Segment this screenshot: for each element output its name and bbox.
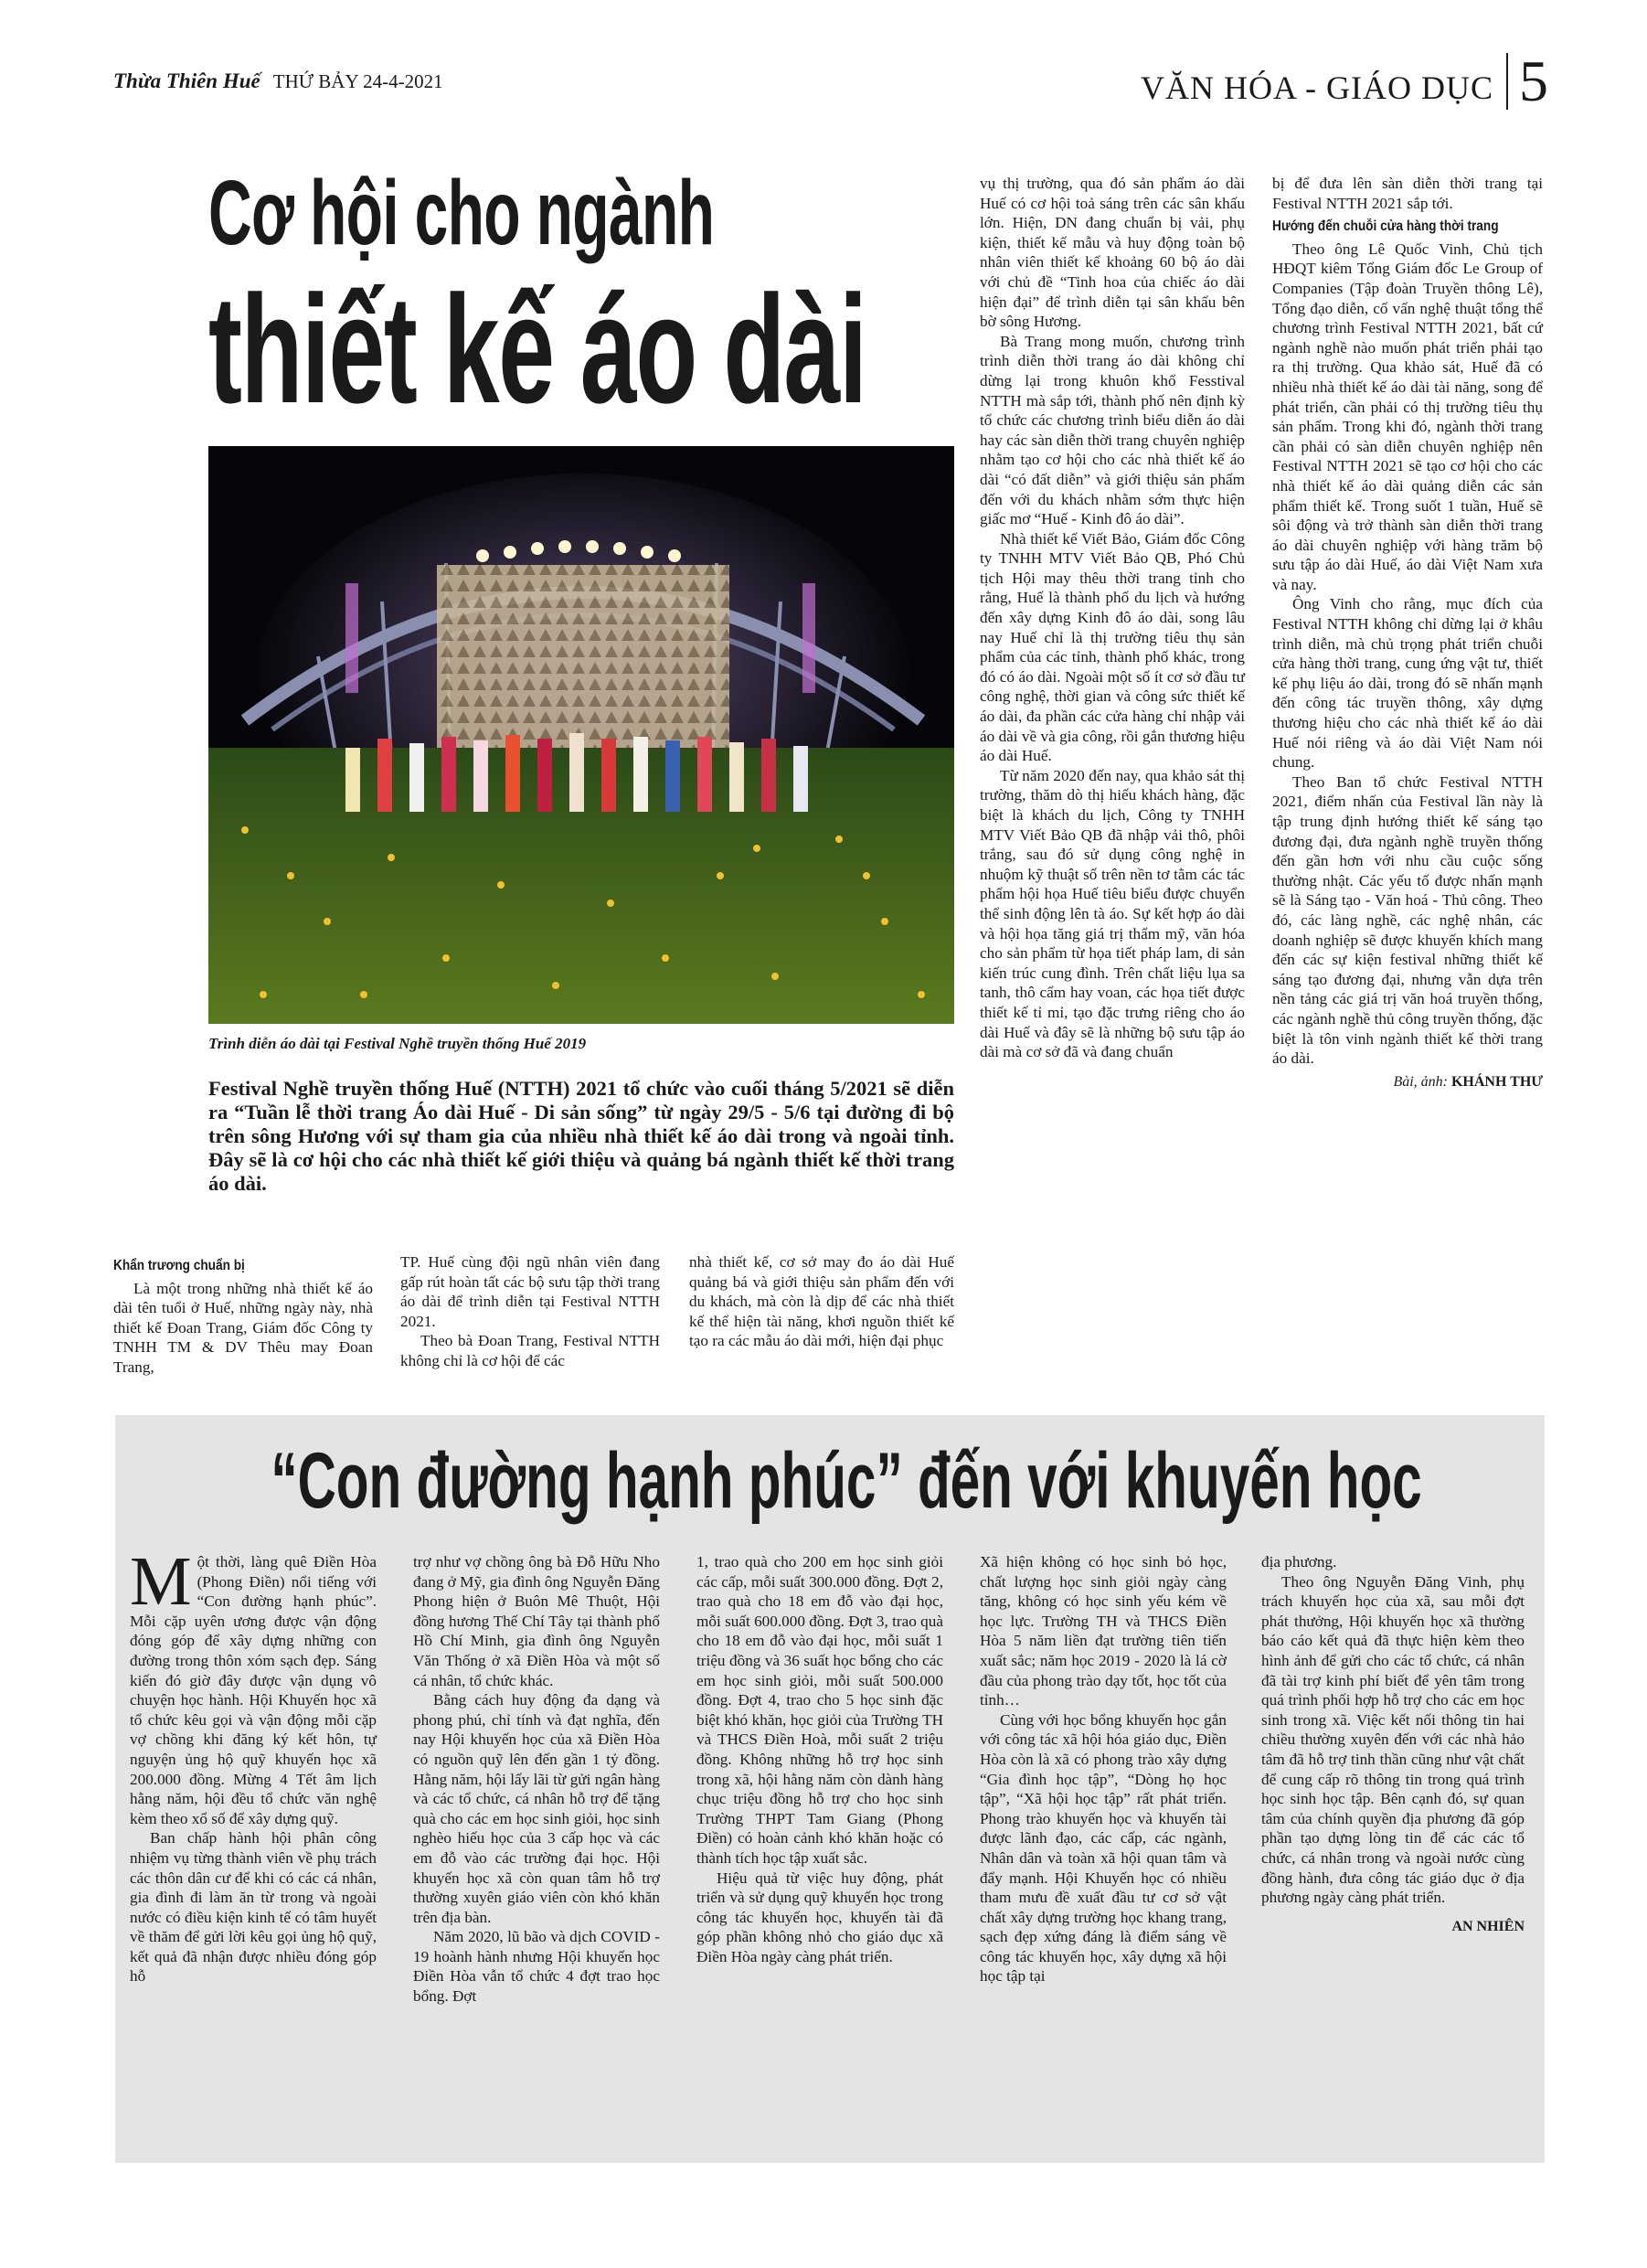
article2-paragraph: Ban chấp hành hội phân công nhiệm vụ từng thành viên về phụ trách các thôn dân cư để khi có các cá nhân, gia đình đi làm ăn từ trong và ngoài nước có điều kiện kinh tế có tâm huyết về thăm để gửi lời kêu gọi ủng hộ quỹ, kết quả đã nhận được nhiều đóng góp hỗ	[130, 1829, 377, 1986]
article2-column-5	[1261, 1552, 1525, 1936]
article2-column-2	[413, 1552, 660, 2007]
fashion-show-photo	[208, 446, 954, 1024]
article1-paragraph: TP. Huế cùng đội ngũ nhân viên đang gấp rút hoàn tất các bộ sưu tập thời trang áo dài để trình diễn tại Festival NTTH 2021.	[400, 1253, 660, 1330]
article1-paragraph: Nhà thiết kế Viết Bảo, Giám đốc Công ty TNHH MTV Viết Bảo QB, Phó Chủ tịch Hội may thêu thời trang tỉnh cho rằng, Huế là thành phố du lịch và hướng đến xây dựng Kinh đô áo dài, song lâu nay Huế chỉ là thị trường tiêu thụ sản phẩm của các tỉnh, thành phố khác, trong đó có áo dài. Ngoài một số ít cơ sở đầu tư công nghệ, thời gian và công sức thiết kế áo dài, đa phần các cửa hàng chỉ nhập vải áo dài về và gia công, rồi gắn thương hiệu áo dài Huế.	[980, 529, 1245, 765]
byline-label: Bài, ảnh:	[1393, 1073, 1448, 1090]
header-divider	[1506, 53, 1508, 110]
article2-column-3	[696, 1552, 943, 1966]
article2-title: “Con đường hạnh phúc” đến với khuyến học	[271, 1437, 1422, 1525]
article2-paragraph: Năm 2020, lũ bão và dịch COVID - 19 hoành hành nhưng Hội khuyến học Điền Hòa vẫn tổ chức 4 đợt trao học bổng. Đợt	[413, 1928, 660, 2006]
article1-paragraph: Theo Ban tổ chức Festival NTTH 2021, điểm nhấn của Festival lần này là tập trung định hướng thiết kế sáng tạo đương đại, đưa ngành nghề truyền thống đến gần hơn với nhu cầu cuộc sống thường nhật. Các yếu tố được nhấn mạnh sẽ là Sáng tạo - Văn hoá - Thủ công. Theo đó, các làng nghề, các nghệ nhân, các doanh nghiệp sẽ được khuyến khích mang đến các sự kiện festival những thiết kế sáng tạo đương đại, nhưng vẫn dựa trên nền tảng các giá trị văn hoá truyền thống, các ngành nghề thủ công truyền thống, đặc biệt là tôn vinh ngành thiết kế thời trang áo dài.	[1272, 772, 1543, 1068]
article1-subhead-1: Khẩn trương chuẩn bị	[113, 1258, 245, 1273]
article1-title-line2: thiết kế áo dài	[208, 263, 866, 435]
article1-paragraph: Là một trong những nhà thiết kế áo dài tên tuổi ở Huế, những ngày này, nhà thiết kế Đoan Trang, Giám đốc Công ty TNHH TM & DV Thêu may Đoan Trang,	[113, 1279, 373, 1376]
article2-column-4	[980, 1552, 1227, 1986]
page-header-left	[113, 69, 443, 93]
article1-paragraph: bị để đưa lên sàn diễn thời trang tại Festival NTTH 2021 sắp tới.	[1272, 175, 1543, 212]
article1-paragraph: Bà Trang mong muốn, chương trình trình diễn thời trang áo dài không chỉ dừng lại trong khuôn khổ Fesstival NTTH mà sắp tới, thành phố nên định kỳ tổ chức các chương trình biểu diễn áo dài hay các sàn diễn thời trang chuyên nghiệp nhằm tạo cơ hội cho các nhà thiết kế áo dài “có đất diễn” và giới thiệu sản phẩm đến với du khách nhằm sớm thực hiện giấc mơ “Huế - Kinh đô áo dài”.	[980, 332, 1245, 528]
article1-column-5	[1272, 174, 1543, 1091]
photo-illustration	[208, 446, 954, 1024]
article1-paragraph: Theo bà Đoan Trang, Festival NTTH không chỉ là cơ hội để các	[400, 1332, 660, 1369]
photo-caption: Trình diễn áo dài tại Festival Nghề truyền thống Huế 2019	[208, 1035, 587, 1052]
article2-paragraph: 1, trao quà cho 200 em học sinh giỏi các cấp, mỗi suất 300.000 đồng. Đợt 2, trao quà cho 18 em đỗ vào đại học, mỗi suất 600.000 đồng. Đợt 3, trao quà cho 18 em đỗ vào đại học, mỗi suất 1 triệu đồng và 36 suất học bổng cho các em học sinh giỏi, mỗi suất 500.000 đồng. Đợt 4, trao cho 5 học sinh đặc biệt khó khăn, học giỏi của Trường TH và THCS Điền Hoà, mỗi suất 2 triệu đồng. Không những hỗ trợ học sinh trong xã, hội hằng năm còn dành hàng chục triệu đồng hỗ trợ cho học sinh Trường THPT Tam Giang (Phong Điền) có hoàn cảnh khó khăn hoặc có thành tích học tập xuất sắc.	[696, 1553, 943, 1867]
article2-paragraph: địa phương.	[1261, 1553, 1337, 1571]
article1-paragraph: Từ năm 2020 đến nay, qua khảo sát thị trường, thăm dò thị hiếu khách hàng, đặc biệt là khách du lịch, Công ty TNHH MTV Viết Bảo QB đã nhập vải thô, phôi trắng, sau đó sử dụng công nghệ in nhuộm kỹ thuật số trên nền tơ tằm các tác phẩm hội họa Huế tiêu biểu được chuyển thể sinh động lên tà áo. Sự kết hợp áo dài và hội họa tăng giá trị thẩm mỹ, văn hóa cho sản phẩm từ họa tiết pháp lam, di sản kiến trúc cung đình. Trên chất liệu lụa sa tanh, thô cẩm hay voan, các họa tiết được thiết kế tỉ mỉ, tạo đặc trưng riêng cho áo dài Huế và đây sẽ là những bộ sưu tập áo dài mà cơ sở đã và đang chuẩn	[980, 766, 1245, 1061]
article2-paragraph: Cùng với học bổng khuyến học gắn với công tác xã hội hóa giáo dục, Điền Hòa còn là xã có phong trào xây dựng “Gia đình học tập”, “Dòng họ học tập”, “Xã hội học tập” rất phát triển. Phong trào khuyến học và khuyến tài được lãnh đạo, các cấp, các ngành, Nhân dân và toàn xã hội quan tâm và đẩy mạnh. Hội Khuyến học có nhiều tham mưu đề xuất đầu tư cơ sở vật chất xây dựng trường học khang trang, sạch đẹp xứng đáng là điểm sáng về công tác khuyến học, xây dựng xã hội học tập tại	[980, 1710, 1227, 1986]
byline-author: KHÁNH THƯ	[1450, 1073, 1543, 1090]
article2-paragraph: Xã hiện không có học sinh bỏ học, chất lượng học sinh giỏi ngày càng tăng, không có học sinh yếu kém về học lực. Trường TH và THCS Điền Hòa 5 năm liền đạt trường tiên tiến xuất sắc; năm học 2019 - 2020 là lá cờ đầu của phong trào dạy tốt, học tốt của tỉnh…	[980, 1553, 1227, 1709]
article2-column-1	[130, 1543, 377, 1986]
article1-column-3	[689, 1252, 954, 1351]
drop-cap: M	[130, 1543, 192, 1620]
article2-paragraph: Bằng cách huy động đa dạng và phong phú, chỉ tính và đạt nghĩa, đến nay Hội khuyến học của xã Điền Hòa có nguồn quỹ lên đến gần 1 tỷ đồng. Hằng năm, hội lấy lãi từ gửi ngân hàng và các tổ chức, cá nhân hỗ trợ để tặng quà cho các em học sinh giỏi, học sinh nghèo hiếu học của 3 cấp học và các em đỗ vào các trường đại học. Hội khuyến học xã còn quan tâm hỗ trợ thường xuyên giáo viên còn khó khăn trên địa bàn.	[413, 1691, 660, 1926]
issue-date: THỨ BẢY 24-4-2021	[272, 70, 443, 92]
article2-author: AN NHIÊN	[1451, 1918, 1525, 1934]
article1-paragraph: Ông Vinh cho rằng, mục đích của Festival NTTH không chỉ dừng lại ở khâu trình diễn, mà chủ trọng phát triển chuỗi cửa hàng thời trang, cung ứng vật tư, thiết kế phụ liệu áo dài, trong đó sẽ nhấn mạnh đến công tác truyền thông, xây dựng thương hiệu cho các nhà thiết kế áo dài Huế nói riêng và áo dài Việt Nam nói chung.	[1272, 595, 1543, 772]
section-name: VĂN HÓA - GIÁO DỤC	[1141, 69, 1493, 106]
article2-paragraph	[130, 1543, 377, 1828]
newspaper-name: Thừa Thiên Huế	[113, 69, 260, 92]
page-header-right	[1141, 48, 1548, 113]
article1-byline	[1272, 1072, 1543, 1092]
article1-title-line1: Cơ hội cho ngành	[208, 162, 715, 264]
article1-subhead-2: Hướng đến chuỗi cửa hàng thời trang	[1272, 218, 1499, 235]
article2-paragraph: trợ như vợ chồng ông bà Đỗ Hữu Nho đang ở Mỹ, gia đình ông Nguyễn Đăng Phong hiện ở Buôn Mê Thuột, Hội đồng hương Thế Chí Tây tại thành phố Hồ Chí Minh, gia đình ông Nguyễn Văn Thống ở xã Điền Hòa và một số cá nhân, tổ chức khác.	[413, 1553, 660, 1689]
article2-paragraph: Theo ông Nguyễn Đăng Vinh, phụ trách khuyến học của xã, sau mỗi đợt phát thưởng, Hội khuyến học xã thường báo cáo kết quả đã thực hiện kèm theo hình ảnh để gửi cho các tổ chức, cá nhân đã tài trợ kinh phí biết để yên tâm trong quá trình phối hợp hỗ trợ cho các em học sinh trong xã. Việc kết nối thông tin hai chiều thường xuyên đến với các nhà hảo tâm đã hỗ trợ tinh thần cũng như vật chất để cung cấp rõ thông tin trong quá trình học sinh học tập. Bên cạnh đó, sự quan tâm của chính quyền địa phương đã góp phần tạo dựng lòng tin để các các tổ chức, cá nhân trong và ngoài nước cùng đồng hành, đưa công tác giáo dục ở địa phương ngày càng phát triển.	[1261, 1572, 1525, 1907]
article1-column-2	[400, 1252, 660, 1371]
article1-column-1	[113, 1252, 373, 1378]
article1-column-4	[980, 174, 1245, 1062]
article2-paragraph: Hiệu quả từ việc huy động, phát triển và sử dụng quỹ khuyến học trong công tác khuyến học, khuyến tài đã góp phần không nhỏ cho giáo dục xã Điền Hòa ngày càng phát triển.	[696, 1869, 943, 1965]
article1-paragraph: Theo ông Lê Quốc Vinh, Chủ tịch HĐQT kiêm Tổng Giám đốc Le Group of Companies (Tập đoàn Truyền thông Lê), Tổng đạo diễn, cố vấn nghệ thuật tổng thể chương trình Festival NTTH 2021, bất cứ ngành nghề nào muốn phát triển phải tạo ra thị trường. Qua khảo sát, Huế đã có nhiều nhà thiết kế áo dài tài năng, song để phát triển, cần phải có thị trường tiêu thụ sản phẩm. Trong khi đó, ngành thời trang cần phải có sàn diễn chuyên nghiệp nên Festival NTTH 2021 sẽ tạo cơ hội cho các nhà thiết kế áo dài quảng diễn các sản phẩm thiết kế. Trong suốt 1 tuần, Huế sẽ sôi động và trở thành sàn diễn thời trang áo dài chuyên nghiệp với hàng trăm bộ sưu tập áo dài Huế, áo dài Việt Nam xưa và nay.	[1272, 240, 1543, 593]
article1-lead: Festival Nghề truyền thống Huế (NTTH) 2021 tổ chức vào cuối tháng 5/2021 sẽ diễn ra “Tuần lễ thời trang Áo dài Huế - Di sản sống” từ ngày 29/5 - 5/6 tại đường đi bộ trên sông Hương với sự tham gia của nhiều nhà thiết kế áo dài trong và ngoài tỉnh. Đây sẽ là cơ hội cho các nhà thiết kế giới thiệu và quảng bá ngành thiết kế thời trang áo dài.	[208, 1077, 954, 1195]
article2-title-wrap	[0, 1435, 1647, 1527]
page-number: 5	[1519, 48, 1548, 113]
article2-text: ột thời, làng quê Điền Hòa (Phong Điền) nổi tiếng với “Con đường hạnh phúc”. Mỗi cặp uyên ương được vận động đóng góp để xây dựng những con đường trong thôn xóm sạch đẹp. Sáng kiến đó giờ đây được vận dụng vô chuyện học hành. Hội Khuyến học xã tổ chức kêu gọi và vận động mỗi cặp vợ chồng khi đăng ký kết hôn, tự nguyện ủng hộ quỹ khuyến học xã 200.000 đồng. Mừng 4 Tết âm lịch hằng năm, hội đều tổ chức văn nghệ kèm theo xổ số để xây dựng quỹ.	[130, 1553, 377, 1827]
article1-paragraph: nhà thiết kế, cơ sở may đo áo dài Huế quảng bá và giới thiệu sản phẩm đến với du khách, mà còn là dịp để các nhà thiết kế thể hiện tài năng, khơi nguồn thiết kế tạo ra các mẫu áo dài mới, hiện đại phục	[689, 1253, 954, 1350]
article1-paragraph: vụ thị trường, qua đó sản phẩm áo dài Huế có cơ hội toả sáng trên các sân khấu lớn. Hiện, DN đang chuẩn bị vải, phụ kiện, thiết kế mẫu và huy động toàn bộ nhân viên thiết kế khoảng 60 bộ áo dài với chủ đề “Tinh hoa của chiếc áo dài hiện đại” để trình diễn tại sân khấu bên bờ sông Hương.	[980, 175, 1245, 331]
